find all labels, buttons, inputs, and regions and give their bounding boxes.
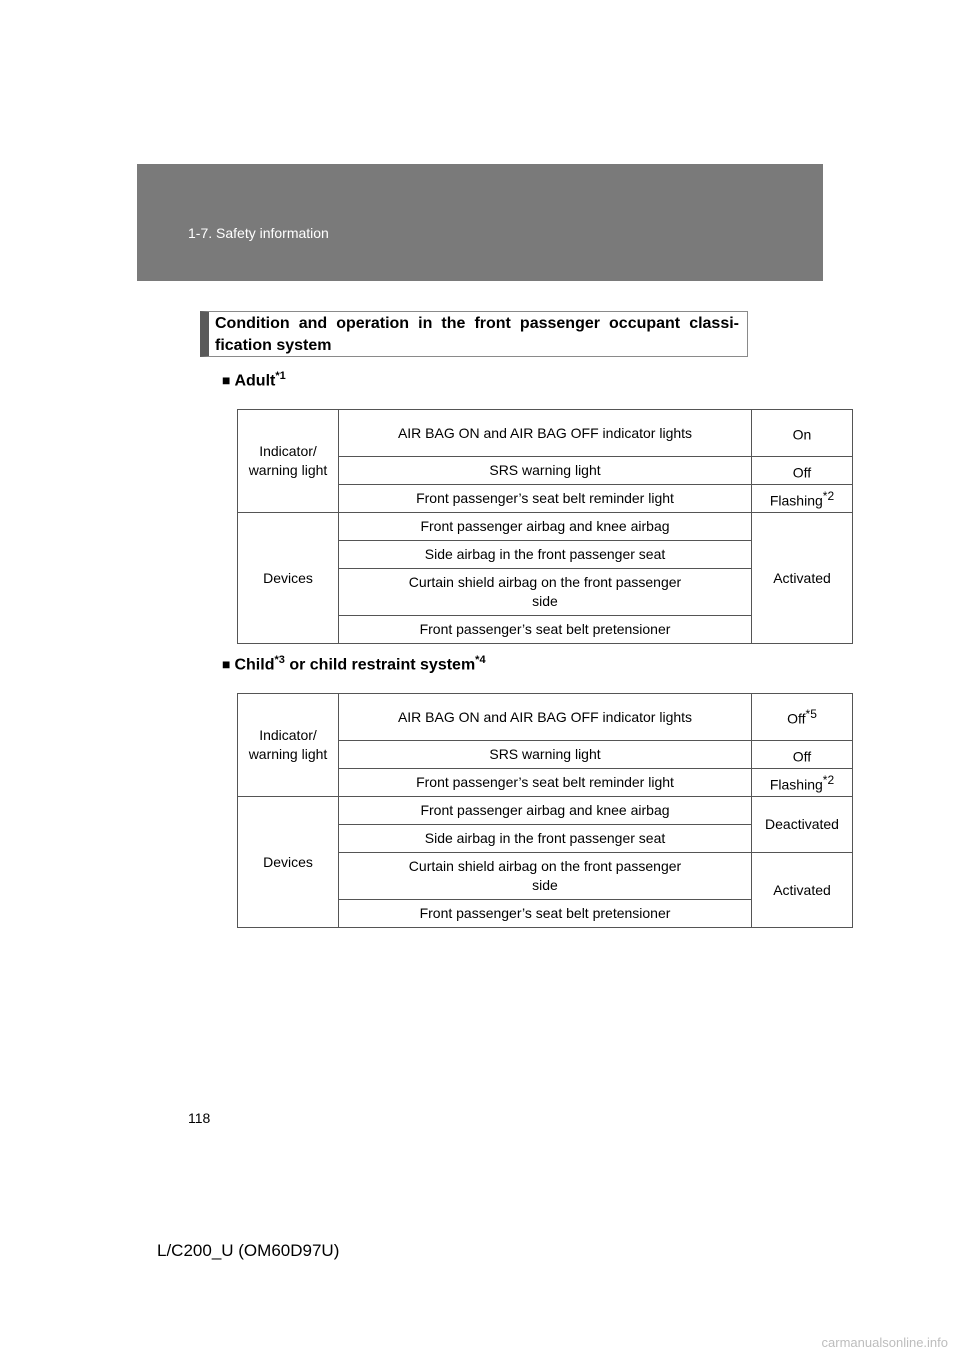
- table-row: [238, 694, 853, 741]
- table-row: [238, 410, 853, 457]
- adult-heading: [222, 370, 286, 390]
- row-value: Flashing$^{*2}$: [752, 769, 853, 797]
- device-item: Front passenger airbag and knee airbag: [339, 797, 752, 825]
- devices-value: Activated: [752, 513, 853, 644]
- device-item: Curtain shield airbag on the front passenger side: [339, 853, 752, 900]
- child-table: [237, 693, 853, 928]
- device-item: Side airbag in the front passenger seat: [339, 541, 752, 569]
- child-note: *3: [274, 654, 285, 666]
- devices-value-deactivated: Deactivated: [752, 797, 853, 853]
- square-bullet-icon: ■: [222, 656, 231, 673]
- child-restraint-label: or child restraint system: [289, 656, 476, 674]
- row-value: Flashing$^{*2}$: [752, 485, 853, 513]
- indicator-category: Indicator/ warning light: [238, 410, 339, 513]
- child-restraint-note: *4: [475, 654, 486, 666]
- child-heading: [222, 654, 486, 674]
- page-number: 118: [188, 1110, 211, 1126]
- square-bullet-icon: ■: [222, 372, 231, 389]
- row-value: Off: [752, 457, 853, 485]
- section-label: 1-7. Safety information: [188, 225, 329, 241]
- document-code: L/C200_U (OM60D97U): [157, 1241, 340, 1260]
- row-value: Off: [752, 741, 853, 769]
- device-item: Front passenger’s seat belt pretensioner: [339, 616, 752, 644]
- row-value: On: [752, 410, 853, 457]
- device-item: Front passenger’s seat belt pretensioner: [339, 900, 752, 928]
- device-item: Curtain shield airbag on the front passenger side: [339, 569, 752, 616]
- device-item: Front passenger airbag and knee airbag: [339, 513, 752, 541]
- adult-note: *1: [275, 370, 286, 382]
- condition-title: Condition and operation in the front passenger occupant classi-fication system: [215, 315, 739, 354]
- adult-table: [237, 409, 853, 644]
- condition-box: [200, 311, 748, 357]
- adult-label: Adult: [234, 372, 276, 390]
- row-item: AIR BAG ON and AIR BAG OFF indicator lights: [339, 410, 752, 457]
- devices-category: Devices: [238, 797, 339, 928]
- row-item: SRS warning light: [339, 741, 752, 769]
- devices-value-activated: Activated: [752, 853, 853, 928]
- row-item: Front passenger’s seat belt reminder light: [339, 485, 752, 513]
- row-item: SRS warning light: [339, 457, 752, 485]
- header-band: [137, 164, 823, 281]
- watermark: carmanualsonline.info: [821, 1335, 948, 1350]
- indicator-category: Indicator/ warning light: [238, 694, 339, 797]
- device-item: Side airbag in the front passenger seat: [339, 825, 752, 853]
- row-value: Off$^{*5}$: [752, 694, 853, 741]
- table-row: [238, 797, 853, 825]
- devices-category: Devices: [238, 513, 339, 644]
- row-item: AIR BAG ON and AIR BAG OFF indicator lights: [339, 694, 752, 741]
- child-label: Child: [234, 656, 275, 674]
- table-row: [238, 513, 853, 541]
- row-item: Front passenger’s seat belt reminder light: [339, 769, 752, 797]
